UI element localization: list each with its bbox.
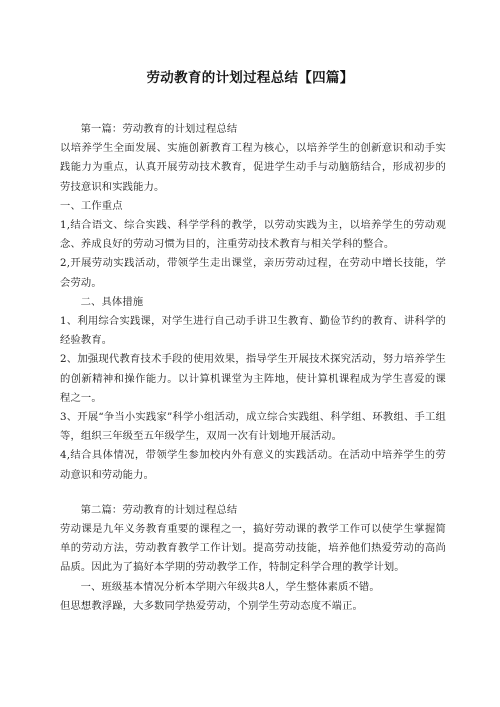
paragraph-focus-1: 1,结合语文、综合实践、科学学科的教学，以劳动实践为主，以培养学生的劳动观念、养成良好的劳动习惯为目的，注重劳动技术教育与相关学科的整合。: [60, 219, 446, 251]
paragraph-measure-2: 2、加强现代教育技术手段的使用效果，指导学生开展技术探究活动，努力培养学生的创新精神和操作能力。以计算机课堂为主阵地，使计算机课程成为学生喜爱的课程之一。: [60, 353, 446, 404]
document-body: [60, 120, 446, 616]
paragraph-measure-1: 1、利用综合实践课，对学生进行自己动手讲卫生教育、勤俭节约的教育、讲科学的经验教育。: [60, 315, 446, 347]
paragraph-part2-intro: 劳动课是九年义务教育重要的课程之一，搞好劳动课的教学工作可以使学生掌握简单的劳动方法，劳动教育教学工作计划。提高劳动技能，培养他们热爱劳动的高尚品质。因此为了搞好本学期的劳动教学工作，特制定科学合理的教学计划。: [60, 523, 446, 574]
paragraph-intro: 以培养学生全面发展、实施创新教育工程为核心，以培养学生的创新意识和动手实践能力为重点，认真开展劳动技术教育，促进学生动手与动脑筋结合，形成初步的劳技意识和实践能力。: [60, 142, 446, 193]
section-heading-part1: 第一篇：劳动教育的计划过程总结: [80, 123, 238, 135]
paragraph-measure-3: 3、开展“争当小实践家”科学小组活动，成立综合实践组、科学组、环教组、手工组等，组织三年级至五年级学生，双周一次有计划地开展活动。: [60, 411, 446, 443]
paragraph-class-analysis: 一、班级基本情况分析本学期六年级共8人，学生整体素质不错。: [80, 580, 380, 593]
paragraph-focus-2: 2,开展劳动实践活动，带领学生走出课堂，亲历劳动过程，在劳动中增长技能，学会劳动。: [60, 257, 446, 289]
paragraph-measure-4: 4,结合具体情况，带领学生参加校内外有意义的实践活动。在活动中培养学生的劳动意识和劳动能力。: [60, 449, 446, 481]
paragraph-class-attitude: 但思想教浮躁，大多数同学热爱劳动，个别学生劳动态度不端正。: [60, 599, 363, 612]
document-title: 劳动教育的计划过程总结【四篇】: [146, 70, 354, 86]
heading-measures: 二、具体措施: [80, 295, 144, 308]
section-heading-part2: 第二篇：劳动教育的计划过程总结: [80, 503, 238, 516]
heading-work-focus: 一、工作重点: [60, 199, 123, 212]
